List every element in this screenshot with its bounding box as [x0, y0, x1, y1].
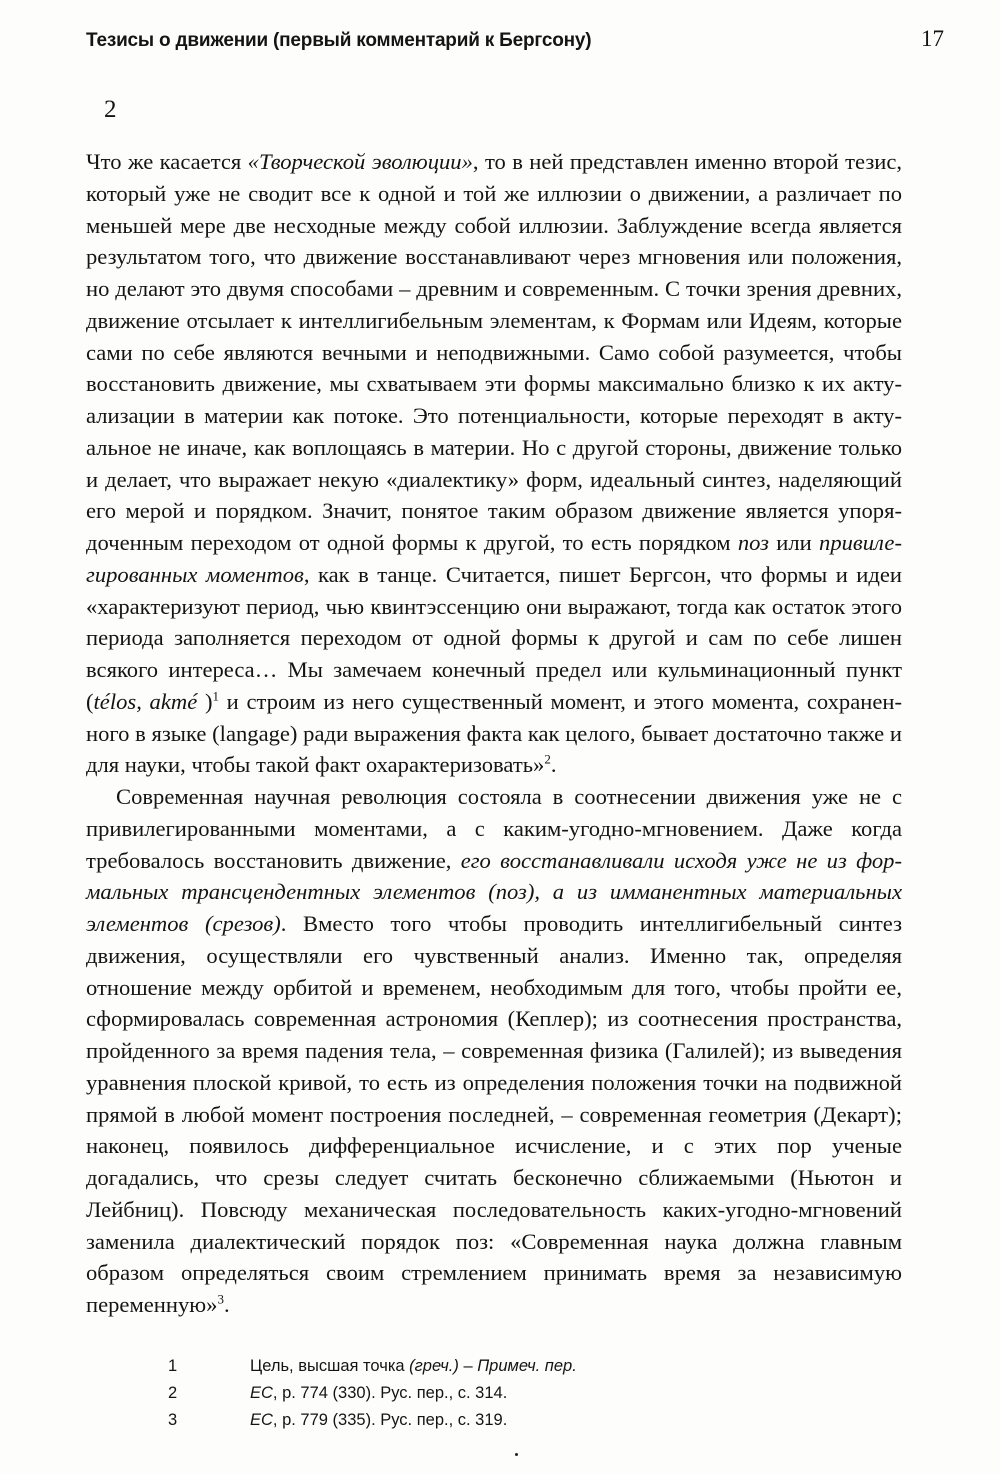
text-run: или [768, 530, 820, 555]
running-head: Тезисы о движении (первый комментарий к Бергсону) [86, 30, 592, 51]
text-run: , то в ней представлен именно второй тезис, который уже не сводит все к одной и той же иллюзии о движении, а различает по меньшей мере две несходные между собой иллюзии. Заблуждение всегда является результатом того, что движение восстанавливают через мгновения или положения, но делают это двумя способами – древним и современным. С точки зрения древних, движение отсылает к интеллигибельным элементам, к Формам или Идеям, которые сами по себе являются вечными и неподвижными. Само собой разумеется, чтобы восстановить движение, мы схватываем эти формы максимально близко к их актуализации в материи как потоке. Это потенциальности, которые переходят в актуальное не иначе, как воплощаясь в материи. Но с другой стороны, движение только и делает, что выражает некую «диалектику» форм, идеальный синтез, наделяющий его мерой и порядком. Значит, понятое таким образом движение является упорядоченным переходом от одной формы к другой, то есть порядком [86, 149, 903, 555]
footnote-ref-2: 2 [544, 751, 551, 767]
text-run: Современная научная революция состояла в соотнесении движения уже не с привилегированными моментами, а с каким-угодно-мгновением. Даже когда требовалось восстановить движение, [86, 784, 902, 873]
paragraph-1 [86, 146, 902, 781]
text-run: , как в танце. Считается, пишет Бергсон, что формы и идеи «характеризуют период, чью квинтэссенцию они выражают, тогда как остаток этого периода заполняется переходом от одной формы к другой и сам по себе лишен всякого интереса… Мы замечаем конечный предел или кульминационный пункт ( [86, 561, 902, 714]
text-run: . Вместо того чтобы проводить интеллигибельный синтез движения, осуществляли его чувственный анализ. Именно так, определяя отношение между орбитой и временем, необходимым для того, чтобы пройти ее, сформировалась современная астрономия (Кеплер); из соотнесения пространства, пройденного за время падения тела, – современная физика (Галилей); из выведения уравнения плоской кривой, то есть из определения положения точки на подвижной прямой в любой момент построения последней, – современная геометрия (Декарт); наконец, появилось дифференциальное исчисление, и с этих пор ученые догадались, что срезы следует считать бесконечно сближаемыми (Ньютон и Лейбниц). Повсюду механическая последовательность каких-угодно-мгновений заменила диалектический порядок поз: «Современная наука должна главным образом определяться своим стремлением принимать время за независимую переменную» [86, 911, 902, 1317]
italic-run: télos, akmé [93, 688, 198, 714]
text-run: ) [197, 688, 213, 714]
footnote-2 [86, 1380, 902, 1407]
italic-run: поз [737, 530, 769, 555]
footnote-3 [86, 1407, 902, 1434]
footnote-text: EC, p. 774 (330). Рус. пер., с. 314. [250, 1384, 508, 1402]
footnote-number: 3 [168, 1411, 178, 1429]
text-run: . [223, 1292, 230, 1317]
paragraph-2 [86, 781, 902, 1321]
footnote-text: Цель, высшая точка (греч.) – Примеч. пер. [250, 1357, 577, 1375]
text-run: и строим из него существенный момент, и этого момента, сохраненного в языке (langage) ради выражения факта как целого, бывает достаточно также и для науки, чтобы такой факт охарактеризовать» [86, 688, 902, 778]
body-text [86, 146, 902, 1321]
footnote-ref-3: 3 [217, 1291, 224, 1307]
text-run: Что же касается [86, 149, 248, 174]
footnotes [86, 1353, 902, 1434]
section-number: 2 [104, 96, 117, 123]
footnote-text: EC, p. 779 (335). Рус. пер., с. 319. [250, 1411, 508, 1429]
italic-run: его восстанавливали исходя уже не из формальных трансцендентных элементов (поз), а из имманентных материальных элементов (срезов) [86, 847, 902, 936]
footnote-ref-1: 1 [212, 688, 219, 704]
italic-run: «Творческой эволюции» [247, 149, 473, 174]
footnote-1 [86, 1353, 902, 1380]
footnote-number: 1 [168, 1357, 178, 1375]
page-number: 17 [921, 26, 944, 51]
italic-run: привилегированных моментов [86, 530, 902, 587]
print-speck [515, 1453, 518, 1456]
footnote-number: 2 [168, 1384, 178, 1402]
text-run: . [550, 752, 557, 778]
